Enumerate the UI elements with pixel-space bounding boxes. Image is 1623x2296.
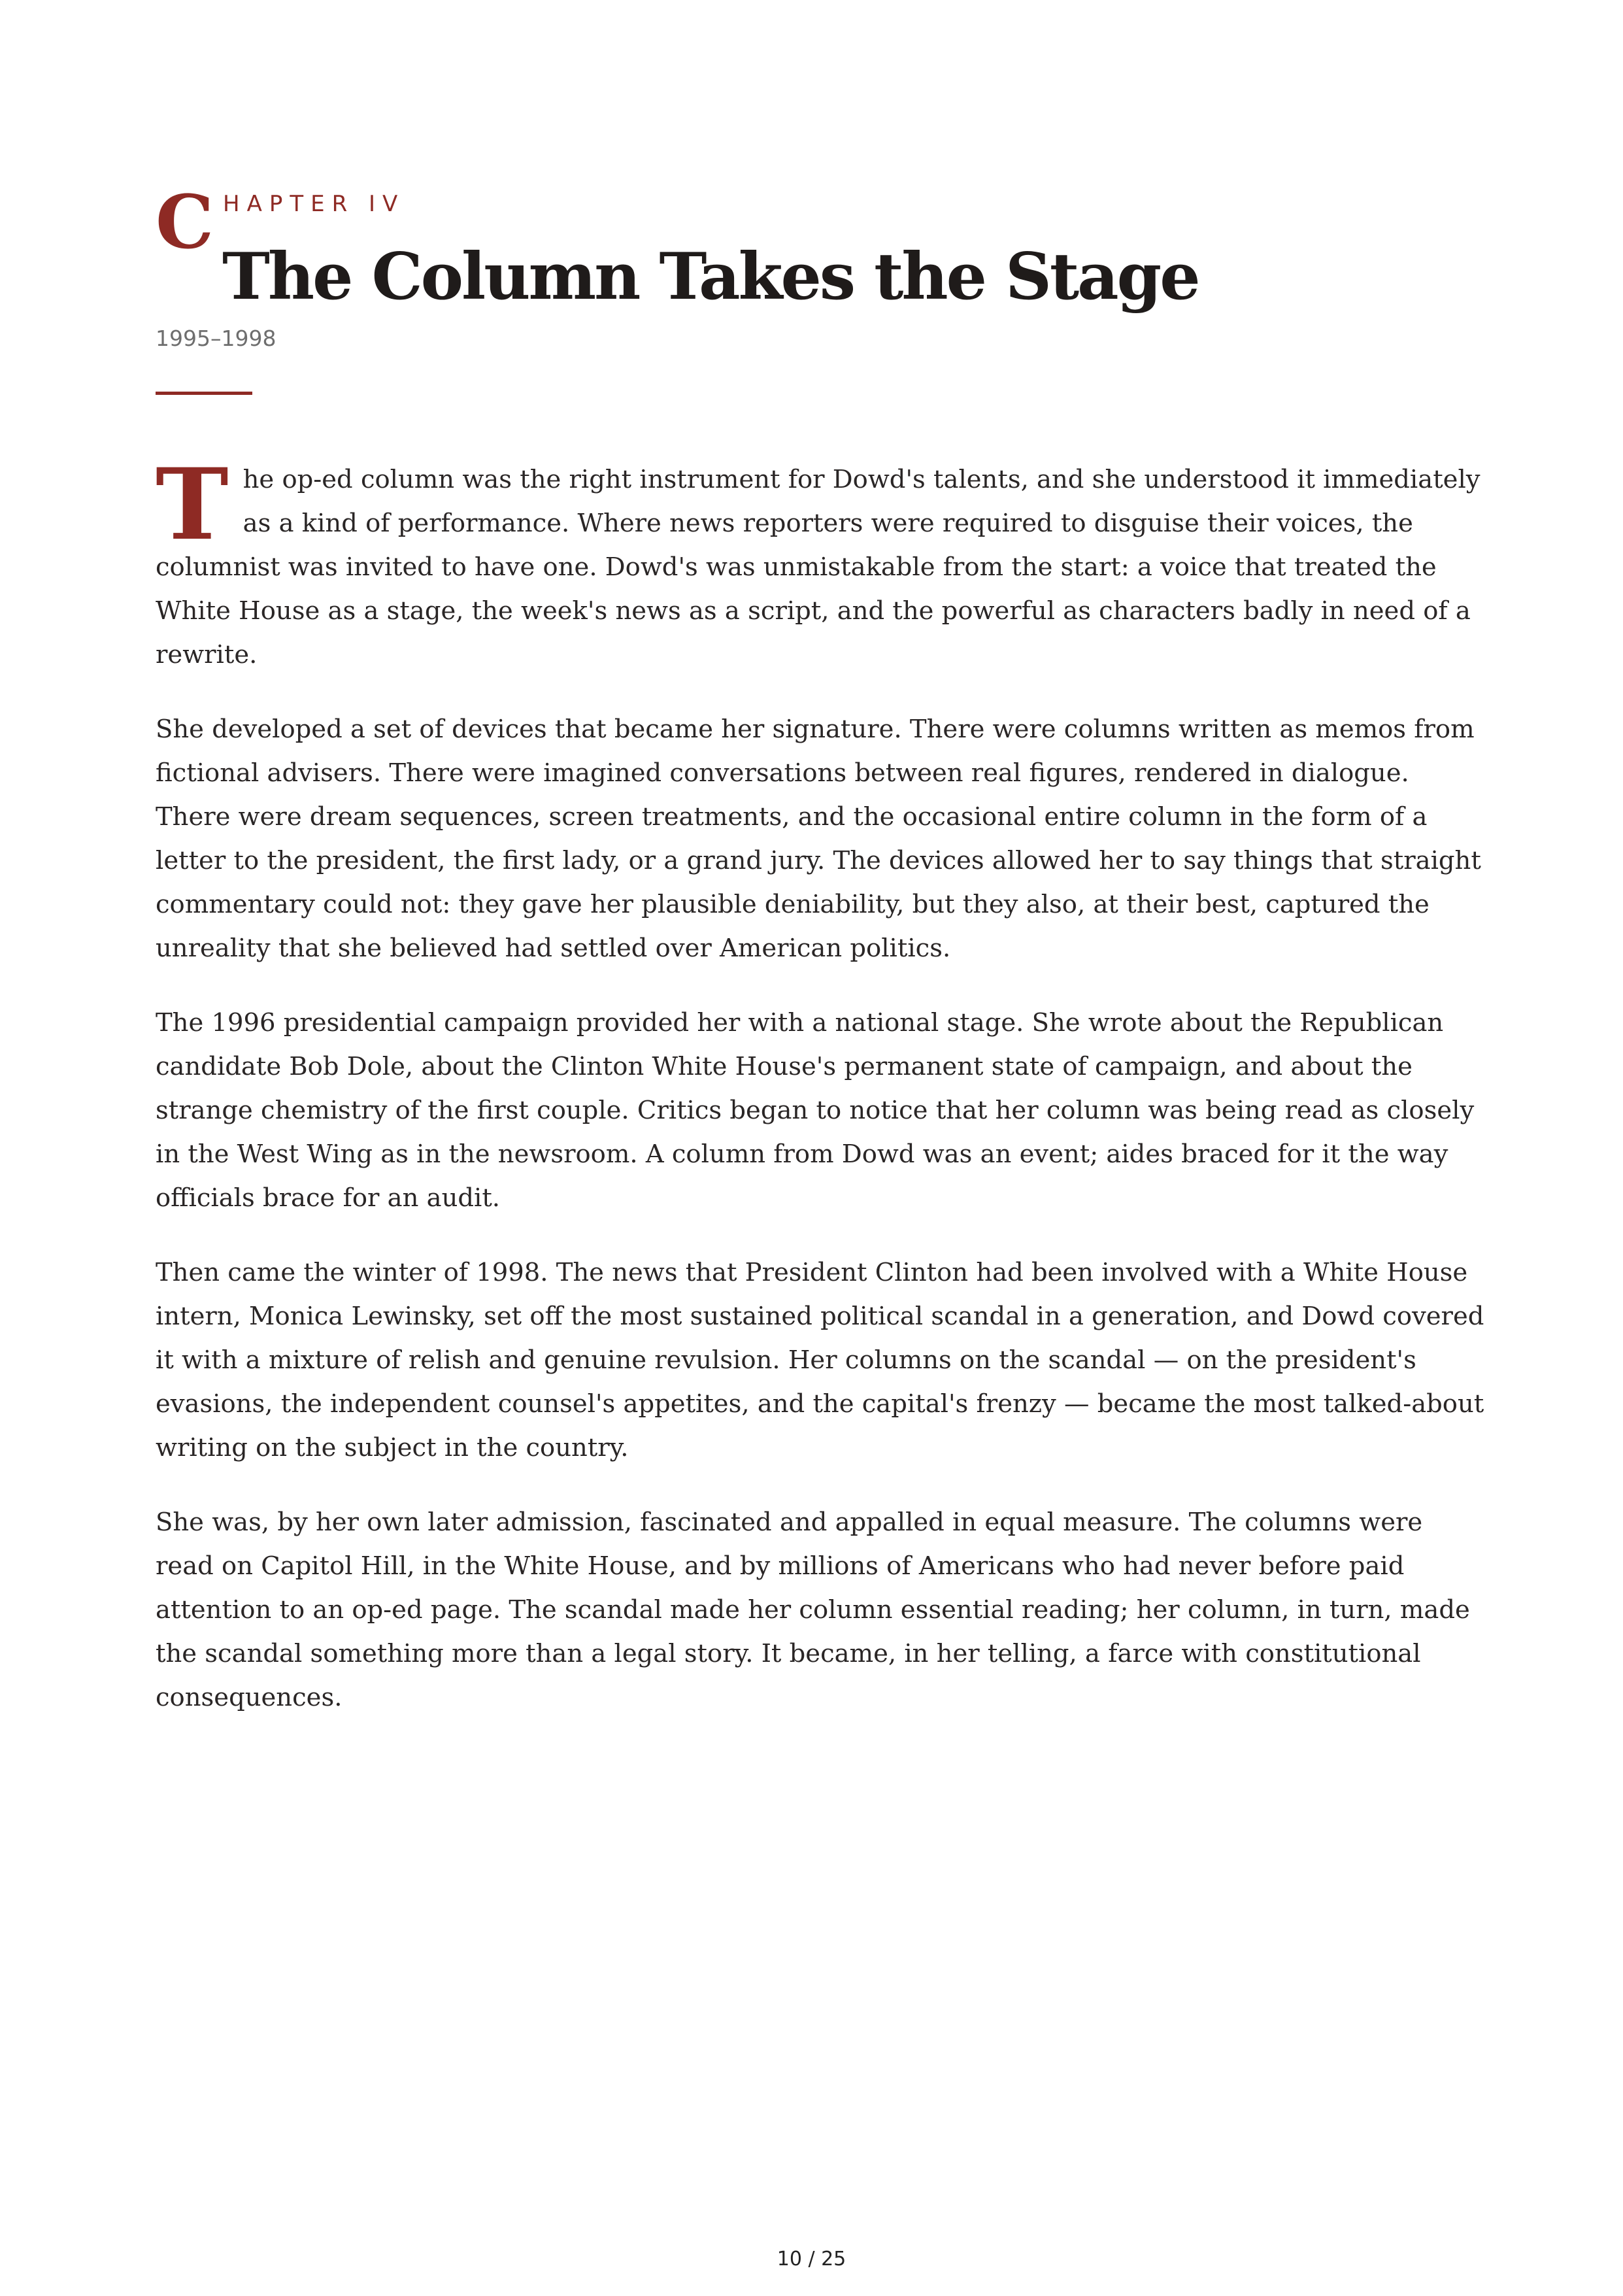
- drop-cap: T: [156, 447, 229, 562]
- chapter-years: 1995–1998: [156, 326, 276, 351]
- paragraph-1: [156, 447, 1485, 677]
- chapter-title: The Column Takes the Stage: [222, 239, 1199, 314]
- page-number: 10 / 25: [777, 2248, 846, 2271]
- paragraph-1-text: he op-ed column was the right instrument for Dowd's talents, and she understood it immediately as a kind of performance. Where news reporters were required to disguise their voices, the columnist was invited to have one. Dowd's was unmistakable from the start: a voice that treated the White House as a stage, the week's news as a script, and the powerful as characters badly in need of a rewrite.: [156, 465, 1481, 669]
- chapter-label: HAPTER IV: [223, 191, 405, 217]
- paragraph-3: The 1996 presidential campaign provided her with a national stage. She wrote about the Republican candidate Bob Dole, about the Clinton White House's permanent state of campaign, and about the strange chemistry of the first couple. Critics began to notice that her column was being read as closely in the West Wing as in the newsroom. A column from Dowd was an event; aides braced for it the way officials brace for an audit.: [156, 1008, 1475, 1213]
- paragraph-5: She was, by her own later admission, fascinated and appalled in equal measure. The columns were read on Capitol Hill, in the White House, and by millions of Americans who had never before paid attention to an op-ed page. The scandal made her column essential reading; her column, in turn, made the scandal something more than a legal story. It became, in her telling, a farce with constitutional consequences.: [156, 1508, 1470, 1712]
- paragraph-4: Then came the winter of 1998. The news that President Clinton had been involved with a White House intern, Monica Lewinsky, set off the most sustained political scandal in a generation, and Dowd covered it with a mixture of relish and genuine revulsion. Her columns on the scandal — on the president's evasions, the independent counsel's appetites, and the capital's frenzy — became the most talked-about writing on the subject in the country.: [156, 1258, 1484, 1462]
- chapter-header: [156, 180, 1482, 396]
- chapter-divider: [156, 392, 252, 395]
- paragraph-2: She developed a set of devices that became her signature. There were columns written as memos from fictional advisers. There were imagined conversations between real figures, rendered in dialogue. There were dream sequences, screen treatments, and the occasional entire column in the form of a letter to the president, the first lady, or a grand jury. The devices allowed her to say things that straight commentary could not: they gave her plausible deniability, but they also, at their best, captured the unreality that she believed had settled over American politics.: [156, 715, 1481, 963]
- chapter-initial: C: [156, 180, 214, 265]
- chapter-body: [156, 447, 1485, 1750]
